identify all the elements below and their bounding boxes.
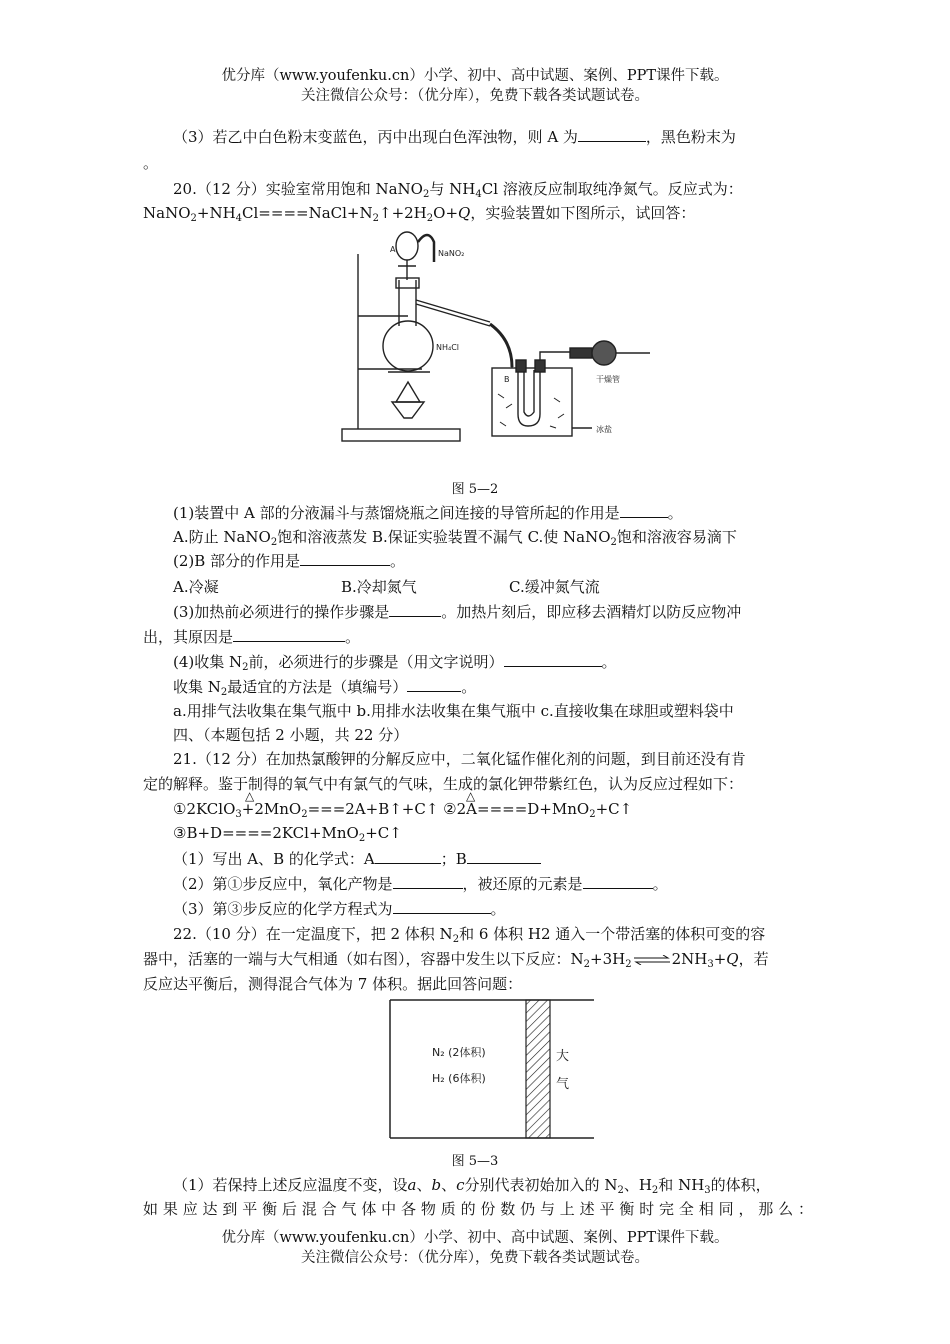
page-footer-line2: 关注微信公众号：（优分库），免费下载各类试题试卷。 [301,1250,649,1266]
answer-blank[interactable] [233,627,345,642]
q20-p4-text: (4)收集 N [173,653,243,671]
q20-intro-b: 与 NH [429,180,476,198]
q22-p1-c: 、H [623,1176,652,1194]
q20-p4-b: 前，必须进行的步骤是（用文字说明） [248,653,504,671]
label-nano2: NaNO₂ [438,249,465,258]
q20-part1 [173,502,813,524]
q20-eq-f: ，实验装置如下图所示，试回答： [470,204,696,222]
q20-eq-e: O+ [433,204,459,222]
q20-eq-a: NaNO [143,204,191,222]
q22-l2-e: ，若 [738,950,769,968]
answer-blank[interactable] [375,849,441,864]
equilibrium-arrow [632,955,672,965]
answer-blank[interactable] [393,899,491,914]
q20-eq-c: Cl====NaCl+N [242,204,373,222]
q22-l2-a: 器中，活塞的一端与大气相通（如右图），容器中发生以下反应：N [143,950,584,968]
q20-p3-mid: 。加热片刻后，即应移去酒精灯以防反应物冲 [441,603,742,621]
label-ice: 冰盐 [596,425,612,434]
q22-l2-q: Q [726,950,739,968]
q22-l2-d: + [713,950,727,968]
q20-part4: (4)收集 $N_2$前，必须进行的步骤是（用文字说明） 。 [173,653,617,673]
q20-part4-options: a.用排气法收集在集气瓶中 b.用排水法收集在集气瓶中 c.直接收集在球胆或塑料袋中 [173,702,734,720]
q21-part1 [173,848,813,870]
q22-p1-b: 分别代表初始加入的 N [464,1176,618,1194]
q22-l1-a: 22.（10 分）在一定温度下，把 2 体积 N [173,925,453,943]
answer-blank[interactable] [583,874,653,889]
q19-part3-end: 。 [143,154,159,172]
q20-p2-end: 。 [390,552,406,570]
answer-blank[interactable] [578,127,646,142]
heat-mark: △ [466,789,476,803]
q22-line3: 反应达平衡后，测得混合气体为 7 体积。据此回答问题： [143,975,523,993]
q22-part1: （1）若保持上述反应温度不变，设a、b、c分别代表初始加入的 $N_2$、$H_2$和 $NH_3$的体积， [173,1176,771,1196]
q21-r1-b: +2MnO [241,800,302,818]
answer-blank[interactable] [504,652,602,667]
q21-r1-a: ①2KClO [173,800,236,818]
q20-eq-b: +NH [196,204,236,222]
q20-p1-text: (1)装置中 A 部的分液漏斗与蒸馏烧瓶之间连接的导管所起的作用是 [173,504,620,522]
var-c: c [456,1176,465,1194]
q20-intro: 20.（12 分）实验室常用饱和 NaNO$_2$与 $NH_4Cl$ 溶液反应制取纯净氮气。反应式为： [173,180,743,200]
q21-s3-end: 。 [490,900,506,918]
q21-part3 [173,898,813,920]
q20-part4-line2: 收集 $N_2$最适宜的方法是（填编号） 。 [173,678,477,698]
q20-p4-l2-b: 最适宜的方法是（填编号） [227,678,408,696]
q22-part1-line2: 如果应达到平衡后混合气体中各物质的份数仍与上述平衡时完全相同，那么： [143,1200,813,1218]
page-footer-line1: 优分库（www.youfenku.cn）小学、初中、高中试题、案例、PPT课件下载。 [221,1230,729,1246]
q22-l2-c: 2NH [671,950,708,968]
q19-3-text-b: ，黑色粉末为 [645,128,736,146]
q22-p1-a: （1）若保持上述反应温度不变，设 [173,1176,408,1194]
q20-p3-l2: 出，其原因是 [143,628,234,646]
q20-part2-options [173,576,813,598]
heat-mark: △ [245,789,255,803]
q21-intro-line1: 21.（12 分）在加热氯酸钾的分解反应中，二氧化锰作催化剂的问题，到目前还没有肯 [173,750,746,768]
q21-s2-mid: ，被还原的元素是 [462,875,583,893]
var-b: b [431,1176,442,1194]
q20-p2-text: (2)B 部分的作用是 [173,552,301,570]
q21-s1-text: （1）写出 A、B 的化学式：A [173,850,375,868]
q22-l1-b: 和 6 体积 H2 通入一个带活塞的体积可变的容 [459,925,766,943]
q20-p3-text: (3)加热前必须进行的操作步骤是 [173,603,390,621]
apparatus-figure [330,222,660,448]
q21-reactions-1-2: ①2KClO$_3$+2MnO$_2$===2A+B↑+C↑ ②2A====D+MnO$_2$+C↑ [173,800,633,820]
var-a: a [407,1176,417,1194]
q21-reaction-3: ③B+D====2KCl+MnO$_2$+C↑ [173,824,402,844]
label-nh4cl: NH₄Cl [436,343,460,352]
q20-p2-opt-c: C.缓冲氮气流 [509,578,600,596]
q20-equation: $NaNO_2+NH_4Cl====NaCl+N_2↑+2H_2O+Q$，实验装置如下图所示，试回答： [143,204,696,224]
label-a: A [390,245,396,254]
label-b: B [504,375,510,384]
q21-r1-c: ===2A+B↑+C↑ ②2A====D+MnO [307,800,590,818]
q21-s3-text: （3）第③步反应的化学方程式为 [173,900,393,918]
q21-part2 [173,873,813,895]
answer-blank[interactable] [300,551,390,566]
sep-1: 、 [416,1176,432,1194]
answer-blank[interactable] [467,849,541,864]
q20-part1-options: A.防止 NaNO$_2$饱和溶液蒸发 B.保证实验装置不漏气 C.使 NaNO$_2$饱和溶液容易滴下 [173,528,737,548]
q20-intro-a: 20.（12 分）实验室常用饱和 NaNO [173,180,423,198]
answer-blank[interactable] [620,503,668,518]
q22-l2-b: +3H [590,950,626,968]
figure-5-2-caption: 图 5—2 [451,482,499,497]
q22-p1-d: 和 NH [658,1176,705,1194]
q20-part3-line2 [143,626,813,648]
q21-intro-line2: 定的解释。鉴于制得的氧气中有氯气的气味，生成的氯化钾带紫红色，认为反应过程如下： [143,775,744,793]
answer-blank[interactable] [393,874,463,889]
label-air-2: 气 [556,1077,570,1092]
q20-p2-opt-a: A.冷凝 [173,578,219,596]
q20-p1-opt-a: A.防止 NaNO [173,528,271,546]
q20-p2-opt-b: B.冷却氮气 [341,578,417,596]
q21-r1-d: +C↑ [595,800,633,818]
q20-p1-end: 。 [667,504,683,522]
q22-line2: 器中，活塞的一端与大气相通（如右图），容器中发生以下反应：$N_2+3H_2$ $2NH_3+Q$，若 [143,950,769,970]
answer-blank[interactable] [407,677,461,692]
q21-r3-a: ③B+D====2KCl+MnO [173,824,359,842]
page-header-line2: 关注微信公众号：（优分库），免费下载各类试题试卷。 [301,88,649,104]
q20-p4-l2-end: 。 [461,678,477,696]
q19-part3 [173,126,813,148]
q21-r3-b: +C↑ [365,824,402,842]
label-n2: N₂ (2体积) [432,1046,486,1059]
answer-blank[interactable] [389,602,441,617]
q20-eq-q: Q [458,204,471,222]
q21-s2-text: （2）第①步反应中，氧化产物是 [173,875,393,893]
label-h2: H₂ (6体积) [432,1072,486,1085]
q20-p1-opt-b: 饱和溶液蒸发 B.保证实验装置不漏气 C.使 NaNO [277,528,611,546]
section-4-heading: 四、（本题包括 2 小题，共 22 分） [173,726,409,744]
q20-part2 [173,550,813,572]
piston [526,1000,550,1138]
q21-s2-end: 。 [652,875,668,893]
label-dryer: 干燥管 [596,375,620,384]
figure-5-3-caption: 图 5—3 [451,1154,499,1169]
stand-base [342,429,460,441]
q20-p1-opt-c: 饱和溶液容易滴下 [616,528,737,546]
q19-3-text: （3）若乙中白色粉末变蓝色，丙中出现白色浑浊物，则 A 为 [173,128,578,146]
q20-p3-end: 。 [345,628,361,646]
sep-2: 、 [441,1176,457,1194]
q20-p4-end: 。 [601,653,617,671]
q22-p1-e: 的体积， [710,1176,771,1194]
page-header-line1: 优分库（www.youfenku.cn）小学、初中、高中试题、案例、PPT课件下载。 [221,68,729,84]
container-figure [388,998,596,1142]
q20-eq-d: ↑+2H [379,204,427,222]
q20-intro-c: Cl 溶液反应制取纯净氮气。反应式为： [481,180,743,198]
q21-s1-mid: ；B [440,850,467,868]
q20-p4-l2: 收集 N [173,678,221,696]
q20-part3 [173,601,813,623]
q22-line1: 22.（10 分）在一定温度下，把 2 体积 $N_2$和 6 体积 H2 通入一个带活塞的体积可变的容 [173,925,766,945]
label-air-1: 大 [556,1049,570,1064]
